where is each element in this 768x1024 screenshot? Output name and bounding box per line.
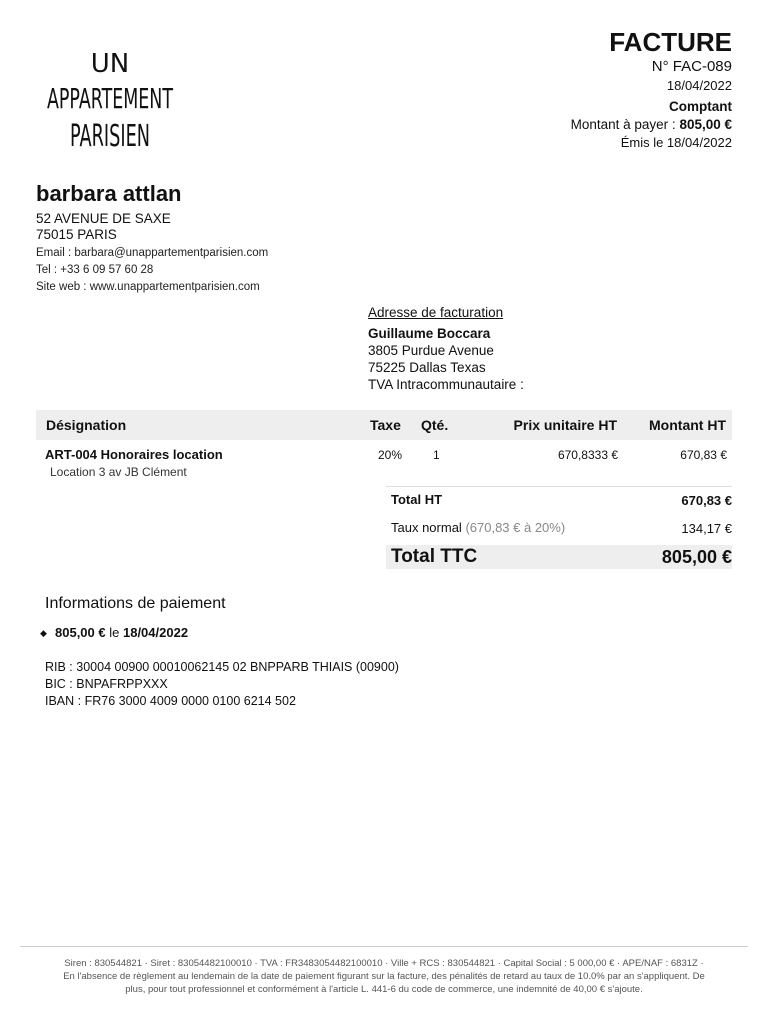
seller-website: Site web : www.unappartementparisien.com (36, 281, 260, 293)
column-header-designation: Désignation (46, 417, 127, 433)
payment-mode: Comptant (669, 99, 732, 114)
company-logo (44, 42, 176, 164)
footer-line-3: plus, pour tout professionnel et conformément à l'article L. 441-6 du code de commerce, une indemnité de 40,00 € s'ajoute. (125, 984, 643, 995)
bank-rib: RIB : 30004 00900 00010062145 02 BNPPARB THIAIS (00900) (45, 660, 399, 674)
item-qty: 1 (433, 448, 440, 462)
seller-email: Email : barbara@unappartementparisien.com (36, 247, 269, 259)
logo-graphic (44, 42, 176, 164)
item-unit-price: 670,8333 € (557, 448, 618, 462)
column-header-qty: Qté. (421, 417, 449, 433)
billing-label: Adresse de facturation (368, 305, 504, 320)
client-street: 3805 Purdue Avenue (368, 343, 494, 358)
amount-due (571, 117, 732, 132)
column-header-tax: Taxe (370, 417, 401, 433)
amount-due-label: Montant à payer : (570, 117, 676, 132)
seller-address-line-2: 75015 PARIS (36, 227, 117, 242)
payment-info-title: Informations de paiement (45, 595, 226, 612)
tax-rate-label: Taux normal (391, 520, 462, 535)
bank-iban: IBAN : FR76 3000 4009 0000 0100 6214 502 (45, 694, 296, 708)
invoice-number: N° FAC-089 (651, 58, 732, 75)
logo-line-2: APPARTEMENT (47, 82, 174, 115)
client-name: Guillaume Boccara (368, 326, 491, 341)
table-header (36, 410, 732, 440)
issue-date: Émis le 18/04/2022 (620, 135, 732, 150)
invoice-date: 18/04/2022 (666, 78, 732, 93)
payment-date: 18/04/2022 (122, 625, 189, 640)
billing-address (368, 304, 524, 393)
bank-bic: BIC : BNPAFRPPXXX (45, 677, 168, 691)
bank-details (45, 659, 399, 710)
bullet-icon: ◆ (40, 628, 47, 638)
payment-entry (55, 625, 188, 640)
client-city: 75225 Dallas Texas (368, 360, 486, 375)
invoice-header (571, 28, 732, 150)
payment-on: le (109, 625, 120, 640)
item-tax: 20% (378, 448, 403, 462)
tax-value: 134,17 € (681, 521, 732, 536)
total-ttc-value: 805,00 € (661, 547, 732, 567)
tax-detail: (670,83 € à 20%) (465, 520, 566, 535)
total-ttc-label: Total TTC (391, 546, 478, 567)
legal-footer (18, 957, 750, 996)
seller-block (36, 181, 268, 296)
column-header-amount: Montant HT (649, 417, 726, 433)
item-amount: 670,83 € (680, 448, 727, 462)
logo-line-3: PARISIEN (70, 119, 150, 154)
footer-divider (20, 946, 748, 947)
item-designation: ART-004 Honoraires location (45, 447, 223, 462)
tax-line (391, 520, 565, 535)
payment-amount: 805,00 € (55, 625, 106, 640)
total-ht-value: 670,83 € (681, 493, 732, 508)
amount-due-value: 805,00 € (679, 117, 732, 132)
client-vat: TVA Intracommunautaire : (368, 377, 524, 392)
logo-line-1: UN (90, 49, 130, 79)
total-ht-label: Total HT (391, 492, 443, 507)
totals-divider (386, 486, 732, 487)
column-header-unit-price: Prix unitaire HT (513, 417, 617, 433)
invoice-title: FACTURE (609, 27, 732, 57)
item-description: Location 3 av JB Clément (50, 465, 187, 479)
seller-address-line-1: 52 AVENUE DE SAXE (36, 211, 171, 226)
seller-name: barbara attlan (36, 181, 182, 206)
seller-phone: Tel : +33 6 09 57 60 28 (36, 264, 154, 276)
footer-line-1: Siren : 830544821 · Siret : 83054482100010 · TVA : FR3483054482100010 · Ville + RCS : 830544821 · Capital Social : 5 000,00 € · APE/NAF : 6831Z · (64, 958, 704, 969)
footer-line-2: En l'absence de règlement au lendemain de la date de paiement figurant sur la facture, des pénalités de retard au taux de 10.0% par an s'appliquent. De (63, 971, 705, 982)
